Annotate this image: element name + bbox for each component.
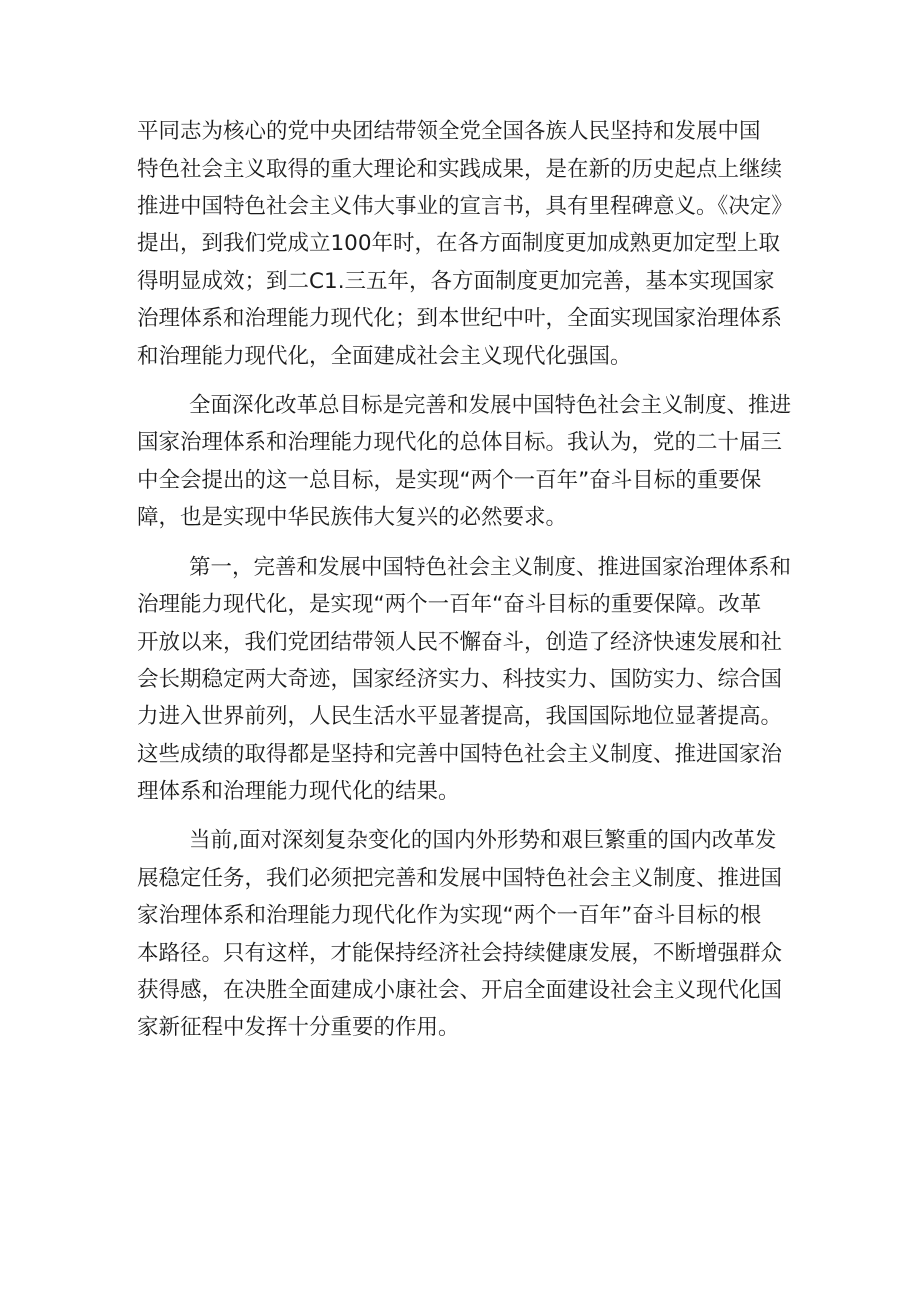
text-line: 推进中国特色社会主义伟大事业的宣言书，具有里程碑意义。《决定》	[137, 194, 793, 219]
text-line: 障，也是实现中华民族伟大复兴的必然要求。	[137, 505, 568, 530]
text-line: 家新征程中发挥十分重要的作用。	[137, 1015, 460, 1040]
text-line: 中全会提出的这一总目标，是实现“两个一百年”奋斗目标的重要保	[137, 468, 762, 493]
text-line: 开放以来，我们党团结带领人民不懈奋斗，创造了经济快速发展和社	[137, 630, 783, 655]
text-line: 理体系和治理能力现代化的结果。	[137, 779, 460, 804]
text-line: 和治理能力现代化，全面建成社会主义现代化强国。	[137, 344, 632, 369]
text-line: 第一，完善和发展中国特色社会主义制度、推进国家治理体系和	[189, 555, 792, 580]
text-line: 家治理体系和治理能力现代化作为实现“两个一百年”奋斗目标的根	[137, 903, 762, 928]
text-line: 治理能力现代化，是实现“两个一百年“奋斗目标的重要保障。改革	[137, 592, 762, 617]
text-line: 力进入世界前列，人民生活水平显著提高，我国国际地位显著提高。	[137, 704, 783, 729]
text-line: 全面深化改革总目标是完善和发展中国特色社会主义制度、推进	[189, 393, 792, 418]
text-line: 展稳定任务，我们必须把完善和发展中国特色社会主义制度、推进国	[137, 866, 783, 891]
text-line: 特色社会主义取得的重大理论和实践成果，是在新的历史起点上继续	[137, 157, 783, 182]
text-line: 平同志为核心的党中央团结带领全党全国各族人民坚持和发展中国	[137, 119, 761, 144]
text-line: 本路径。只有这样，才能保持经济社会持续健康发展，不断增强群众	[137, 941, 783, 966]
text-line: 国家治理体系和治理能力现代化的总体目标。我认为，党的二十届三	[137, 430, 783, 455]
text-line: 会长期稳定两大奇迹，国家经济实力、科技实力、国防实力、综合国	[137, 667, 783, 692]
text-line: 当前,面对深刻复杂变化的国内外形势和艰巨繁重的国内改革发	[189, 828, 777, 853]
text-line: 得明显成效；到二C1.三五年，各方面制度更加完善，基本实现国家	[137, 269, 775, 294]
text-line: 治理体系和治理能力现代化；到本世纪中叶，全面实现国家治理体系	[137, 306, 783, 331]
text-line: 获得感，在决胜全面建成小康社会、开启全面建设社会主义现代化国	[137, 978, 783, 1003]
text-line: 提出，到我们党成立100年时，在各方面制度更加成熟更加定型上取	[137, 231, 781, 256]
text-line: 这些成绩的取得都是坚持和完善中国特色社会主义制度、推进国家治	[137, 742, 783, 767]
